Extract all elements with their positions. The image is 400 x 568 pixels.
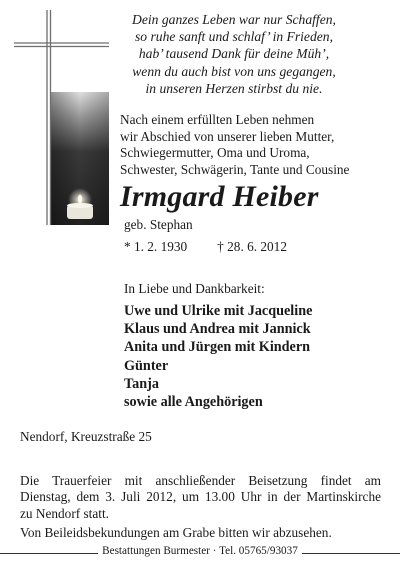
poem-line: Dein ganzes Leben war nur Schaffen,: [132, 12, 336, 27]
death-date: † 28. 6. 2012: [217, 239, 287, 254]
poem-line: wenn du auch bist von uns gegangen,: [132, 63, 336, 79]
funeral-line: Dienstag, dem 3. Juli 2012, um 13.00 Uhr in der Martinskirche: [20, 489, 381, 505]
maiden-name: geb. Stephan: [124, 217, 193, 232]
announcement-line: Schwester, Schwägerin, Tante und Cousine: [120, 161, 350, 177]
mourners-list: [124, 302, 312, 411]
funeral-line: Die Trauerfeier mit anschließender Beisetzung findet am: [20, 473, 381, 488]
mourner-entry: Klaus und Andrea mit Jannick: [124, 321, 311, 338]
mourner-entry: Anita und Jürgen mit Kindern: [124, 339, 311, 356]
funeral-home-footer: [0, 545, 400, 557]
candle-icon: [67, 188, 93, 219]
birth-date: * 1. 2. 1930: [124, 239, 188, 254]
poem-line: hab’ tausend Dank für deine Müh’,: [138, 46, 330, 62]
mourner-entry: Uwe und Ulrike mit Jacqueline: [124, 303, 313, 319]
farewell-announcement: [120, 112, 382, 178]
announcement-line: Schwiegermutter, Oma und Uroma,: [120, 145, 310, 161]
announcement-line: wir Abschied von unserer lieben Mutter,: [120, 128, 335, 144]
family-address: Nendorf, Kreuzstraße 25: [20, 429, 152, 444]
mourner-entry: Tanja: [124, 375, 159, 392]
announcement-line: Nach einem erfüllten Leben nehmen: [120, 112, 315, 127]
condolence-request: Von Beileidsbekundungen am Grabe bitten wir abzusehen.: [20, 525, 332, 540]
poem-line: so ruhe sanft und schlaf’ in Frieden,: [135, 29, 333, 45]
mourner-entry: Günter: [124, 357, 169, 374]
cross-candle-artwork: [14, 10, 109, 225]
mourner-entry: sowie alle Angehörigen: [124, 394, 263, 411]
deceased-name: Irmgard Heiber: [120, 180, 319, 213]
gratitude-line: In Liebe und Dankbarkeit:: [124, 281, 265, 296]
memorial-poem: [114, 11, 354, 97]
footer-text: Bestattungen Burmester · Tel. 05765/93037: [98, 545, 302, 557]
life-dates: [124, 239, 287, 255]
funeral-details: [20, 473, 381, 522]
funeral-line: zu Nendorf statt.: [20, 505, 109, 521]
poem-line: in unseren Herzen stirbst du nie.: [145, 80, 323, 96]
